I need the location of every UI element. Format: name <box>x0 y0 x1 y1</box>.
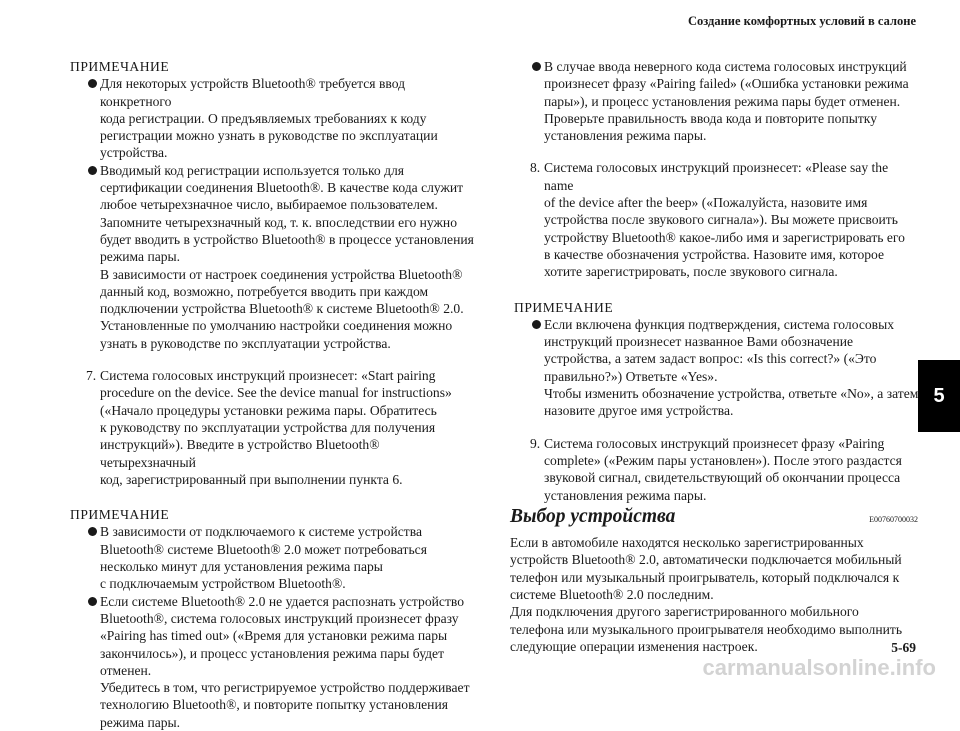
note-bullet: Вводимый код регистрации используется только для сертификации соединения Bluetooth®. В качестве кода служит любое четырехзначное число, выбираемое пользователем. Запомните четырехзначный код, т. к. впоследствии его нужно будет вводить в устройство Bluetooth® в процессе установления режима пары. В зависимости от настроек соединения устройства Bluetooth® данный код, возможно, потребуется вводить при каждом подключении устройства Bluetooth® к системе Bluetooth® 2.0. Установленные по умолчанию настройки соединения можно узнать в руководстве по эксплуатации устройства. <box>66 162 476 352</box>
watermark: carmanualsonline.info <box>702 655 936 680</box>
page-number: 5-69 <box>891 640 916 655</box>
left-column <box>66 58 476 731</box>
chapter-tab-marker: 5 <box>918 360 960 432</box>
note-heading: ПРИМЕЧАНИЕ <box>70 507 170 523</box>
running-header: Создание комфортных условий в салоне <box>687 14 916 28</box>
step-8: 8. Система голосовых инструкций произнесет: «Please say the name of the device after the beep» («Пожалуйста, назовите имя устройства после звукового сигнала»). Вы можете присвоить устройству Bluetooth® какое-либо имя и зарегистрировать его в качестве обозначения устройства. Назовите имя, которое хотите зарегистрировать, после звукового сигнала. <box>530 160 905 280</box>
step-9: 9. Система голосовых инструкций произнесет фразу «Pairing complete» («Режим пары установлен»). После этого раздастся звуковой сигнал, свидетельствующий об окончании процесса установления режима пары. <box>530 435 902 503</box>
note-heading: ПРИМЕЧАНИЕ <box>514 299 614 315</box>
note-bullet: В зависимости от подключаемого к системе устройства Bluetooth® системе Bluetooth® 2.0 может потребоваться несколько минут для установления режима пары с подключаемым устройством Bluetooth®. <box>66 523 476 592</box>
section-paragraph: Если в автомобиле находятся несколько зарегистрированных устройств Bluetooth® 2.0, автоматически подключается мобильный телефон или музыкальный проигрыватель, который подключался к системе Bluetooth® 2.0 последним. Для подключения другого зарегистрированного мобильного телефона или музыкального проигрывателя необходимо выполнить следующие операции изменения настроек. <box>510 535 903 654</box>
step-7: 7. Система голосовых инструкций произнесет: «Start pairing procedure on the device. See the device manual for instructions» («Начало процедуры установки режима пары. Обратитесь к руководству по эксплуатации устройства для получения инструкций»). Введите в устройство Bluetooth® четырехзначный код, зарегистрированный при выполнении пункта 6. <box>86 368 452 487</box>
step-number: 8. <box>530 160 541 176</box>
bullet-dot-icon <box>532 320 541 329</box>
bullet-dot-icon <box>88 166 97 175</box>
section-code: E00760700032 <box>869 514 918 524</box>
note-bullet: Если системе Bluetooth® 2.0 не удается распознать устройство Bluetooth®, система голосовых инструкций произнесет фразу «Pairing has timed out» («Время для установки режима пары закончилось»), и процесс установления режима пары будет отменен. Убедитесь в том, что регистрируемое устройство поддерживает технологию Bluetooth®, и повторите попытку установления режима пары. <box>66 593 476 731</box>
note-bullet: Если включена функция подтверждения, система голосовых инструкций произнесет названное Вами обозначение устройства, а затем задаст вопрос: «Is this correct?» («Это правильно?») Ответьте «Yes». Чтобы изменить обозначение устройства, ответьте «No», а затем назовите другое имя устройства. <box>510 316 920 420</box>
note-bullet: В случае ввода неверного кода система голосовых инструкций произнесет фразу «Pairing failed» («Ошибка установки режима пары»), и процесс установления режима пары будет отменен. Проверьте правильность ввода кода и повторите попытку установления режима пары. <box>510 58 920 144</box>
step-number: 9. <box>530 435 541 451</box>
step-number: 7. <box>86 368 97 384</box>
note-heading: ПРИМЕЧАНИЕ <box>70 59 170 74</box>
section-heading <box>510 505 920 528</box>
section-title: Выбор устройства <box>510 505 676 527</box>
bullet-dot-icon <box>532 62 541 71</box>
right-column <box>510 58 920 655</box>
bullet-dot-icon <box>88 79 97 88</box>
bullet-dot-icon <box>88 597 97 606</box>
note-bullet: Для некоторых устройств Bluetooth® требуется ввод конкретного кода регистрации. О предъявляемых требованиях к коду регистрации можно узнать в руководстве по эксплуатации устройства. <box>66 75 476 161</box>
bullet-dot-icon <box>88 527 97 536</box>
